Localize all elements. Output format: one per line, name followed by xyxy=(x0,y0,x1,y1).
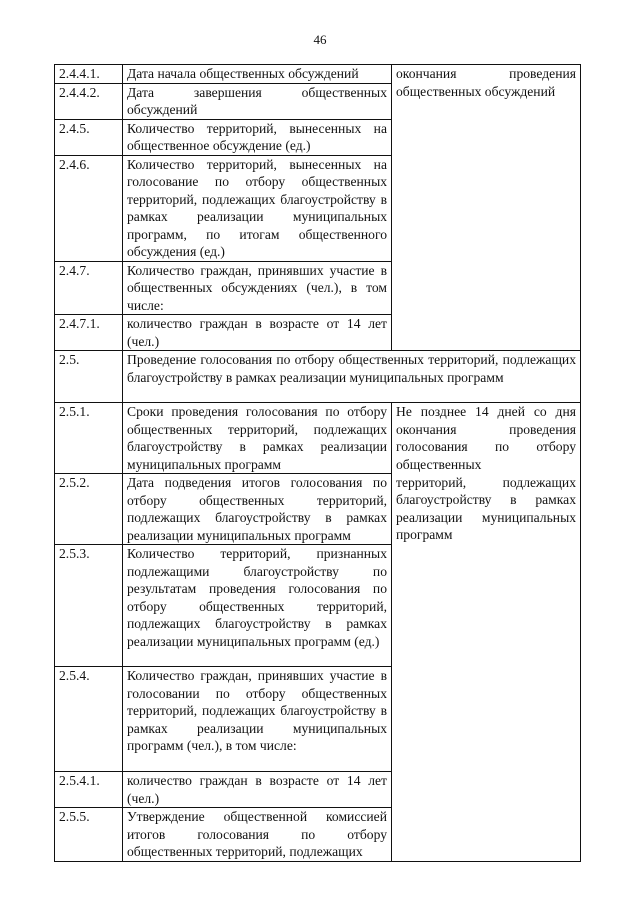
row-number: 2.5.2. xyxy=(55,474,123,545)
row-number: 2.5.4. xyxy=(55,667,123,772)
row-text: количество граждан в возрасте от 14 лет (чел.) xyxy=(123,772,392,808)
row-number: 2.5.3. xyxy=(55,545,123,667)
row-number: 2.4.5. xyxy=(55,119,123,155)
row-number: 2.5.1. xyxy=(55,403,123,474)
row-text: Дата завершения общественных обсуждений xyxy=(123,83,392,119)
row-number: 2.4.4.2. xyxy=(55,83,123,119)
row-number: 2.5.5. xyxy=(55,808,123,862)
term-cell: окончания проведения общественных обсуждений xyxy=(392,65,581,351)
row-number: 2.5. xyxy=(55,351,123,403)
row-number: 2.4.4.1. xyxy=(55,65,123,84)
row-text: Дата подведения итогов голосования по отбору общественных территорий, подлежащих благоустройству в рамках реализации муниципальных программ xyxy=(123,474,392,545)
row-text: Количество граждан, принявших участие в общественных обсуждениях (чел.), в том числе: xyxy=(123,261,392,315)
section-heading: Проведение голосования по отбору общественных территорий, подлежащих благоустройству в рамках реализации муниципальных программ xyxy=(123,351,581,403)
term-cell-continued: территорий, подлежащих благоустройству в рамках реализации муниципальных программ xyxy=(392,474,581,862)
table-row xyxy=(55,351,581,403)
row-number: 2.5.4.1. xyxy=(55,772,123,808)
row-text: Сроки проведения голосования по отбору общественных территорий, подлежащих благоустройству в рамках реализации муниципальных программ xyxy=(123,403,392,474)
page-number: 46 xyxy=(313,32,327,47)
term-cell: Не позднее 14 дней со дня окончания проведения голосования по отбору общественных xyxy=(392,403,581,474)
row-text: Дата начала общественных обсуждений xyxy=(123,65,392,84)
row-text: Количество территорий, признанных подлежащими благоустройству по результатам проведения голосования по отбору общественных территорий, подлежащих благоустройству в рамках реализации муниципальных программ (ед.) xyxy=(123,545,392,667)
row-text: Количество территорий, вынесенных на голосование по отбору общественных территорий, подлежащих благоустройству в рамках реализации муниципальных программ, по итогам общественного обсуждения (ед.) xyxy=(123,155,392,261)
row-number: 2.4.7.1. xyxy=(55,315,123,351)
row-text: Утверждение общественной комиссией итогов голосования по отбору общественных территорий, подлежащих xyxy=(123,808,392,862)
table-row xyxy=(55,65,581,84)
row-text: Количество территорий, вынесенных на общественное обсуждение (ед.) xyxy=(123,119,392,155)
row-text: количество граждан в возрасте от 14 лет (чел.) xyxy=(123,315,392,351)
row-number: 2.4.6. xyxy=(55,155,123,261)
table-row xyxy=(55,403,581,474)
row-number: 2.4.7. xyxy=(55,261,123,315)
row-text: Количество граждан, принявших участие в голосовании по отбору общественных территорий, подлежащих благоустройству в рамках реализации муниципальных программ (чел.), в том числе: xyxy=(123,667,392,772)
indicators-table xyxy=(54,64,581,862)
table-row xyxy=(55,474,581,545)
